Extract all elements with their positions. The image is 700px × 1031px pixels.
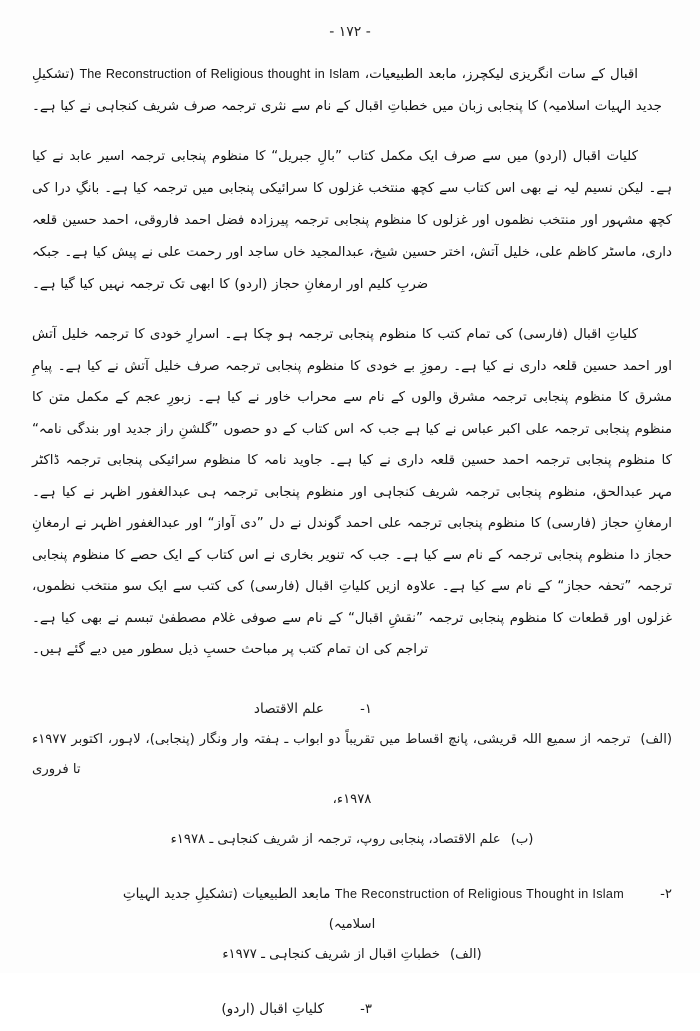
list-item — [32, 694, 672, 855]
paragraph-1 — [32, 58, 672, 123]
spacer — [32, 815, 672, 825]
list-item-1-title: علم الاقتصاد — [253, 700, 324, 717]
list-item-2-heading — [32, 879, 672, 910]
subitem-text: ترجمہ از سمیع اللہ قریشی، پانچ اقساط میں تقریباً دو ابواب ـ ہفتہ وار ونگار (پنجابی)، لاہور، اکتوبر ۱۹۷۷ء تا فروری — [32, 731, 631, 777]
list-item-2-urdu-title: مابعد الطبیعیات (تشکیلِ جدید الہیاتِ — [122, 885, 331, 902]
list-item-2-title — [123, 879, 642, 909]
list-item-1-subitem-a — [32, 725, 672, 785]
list-item-2-english-title: The Reconstruction of Religious Thought in Islam — [334, 886, 624, 901]
paragraph-3: کلیاتِ اقبال (فارسی) کی تمام کتب کا منظوم پنجابی ترجمہ ہو چکا ہے۔ اسرارِ خودی کا ترجمہ خلیل آتش اور احمد حسین قلعہ داری نے کیا ہے۔ رموزِ بے خودی کا منظوم پنجابی ترجمہ صرف خلیل آتش نے کیا ہے۔ پیامِ مشرق کا منظوم پنجابی ترجمہ مشرق والوں کے نام سے محراب خاور نے کیا ہے۔ زبورِ عجم کے مکمل متن کا منظوم پنجابی ترجمہ علی اکبر عباس نے کیا ہے جب کہ اس کتاب کے دو حصوں ”گلشنِ راز جدید اور بندگی نامہ“ کا منظوم پنجابی ترجمہ احمد حسین قلعہ داری نے کیا ہے۔ جاوید نامہ کا منظوم سرائیکی پنجابی ترجمہ ڈاکٹر مہر عبدالحق، منظوم پنجابی ترجمہ شریف کنجاہی اور منظوم پنجابی ترجمہ ہی عبدالغفور اظہر نے کیا ہے۔ ارمغانِ حجاز (فارسی) کا منظوم پنجابی ترجمہ علی احمد گوندل نے دل ”دی آواز“ اور عبدالغفور اظہر نے ارمغانِ حجاز دا منظوم پنجابی ترجمہ کے نام سے کیا ہے۔ جب کہ تنویر بخاری نے اس کتاب کے ایک حصے کا منظوم پنجابی ترجمہ ”تحفہ حجاز“ کے نام سے کیا ہے۔ علاوہ ازیں کلیاتِ اقبال (فارسی) کی کتب سے ایک سو منتخب نظموں، غزلوں اور قطعات کا منظوم پنجابی ترجمہ ”نقشِ اقبال“ کے نام سے صوفی غلام مصطفیٰ تبسم نے بھی کیا ہے۔ تراجم کی ان تمام کتب پر مباحث حسبِ ذیل سطور میں دیے گئے ہیں۔ — [32, 327, 672, 657]
list-item — [32, 994, 672, 1025]
paragraph-2: کلیات اقبال (اردو) میں سے صرف ایک مکمل کتاب ”بالِ جبریل“ کا منظوم پنجابی ترجمہ اسیر عابد نے کیا ہے۔ لیکن نسیم لیہ نے بھی اس کتاب سے کچھ منتخب غزلوں کا سرائیکی پنجابی میں ترجمہ کیا ہے۔ بانگِ درا کی کچھ مشہور اور منتخب نظموں اور غزلوں کا منظوم پنجابی ترجمہ پیرزادہ فضل احمد فاروقی، احمد حسین قلعہ داری، ماسٹر کاظم علی، خلیل آتش، اختر حسین شیخ، عبدالمجید خاں ساجد اور رحمت علی نے پیش کیا ہے۔ جبکہ ضربِ کلیم اور ارمغانِ حجاز (اردو) کا ابھی تک ترجمہ نہیں کیا گیا ہے۔ — [32, 149, 672, 292]
list-item-1-subitem-b — [32, 825, 672, 855]
spacer — [32, 976, 672, 994]
list-item-3-title: کلیاتِ اقبال (اردو) — [221, 1000, 324, 1017]
bibliography-list — [32, 694, 672, 1025]
paragraph-1-english-title: The Reconstruction of Religious thought in Islam — [79, 67, 360, 81]
list-item-1-number: ۱- — [360, 701, 372, 717]
list-item-2-title-continuation: اسلامیہ) — [328, 916, 376, 932]
paragraph-1-rest: (تشکیلِ جدید الہیات اسلامیہ) کا پنجابی زبان میں خطباتِ اقبال کے نام سے نثری ترجمہ صرف شریف کنجاہی نے کیا ہے۔ — [32, 67, 662, 114]
subitem-text: خطباتِ اقبال از شریف کنجاہی ـ ۱۹۷۷ء — [222, 946, 441, 962]
subitem-text: علم الاقتصاد، پنجابی روپ، ترجمہ از شریف کنجاہی ـ ۱۹۷۸ء — [170, 831, 501, 847]
list-item-3-heading — [32, 994, 672, 1025]
list-item-2-number: ۲- — [660, 886, 672, 902]
list-item-1-heading — [32, 694, 672, 725]
paragraph-1-lead: اقبال کے سات انگریزی لیکچرز، مابعد الطبیعیات، — [359, 67, 638, 82]
page-number: - ۱۷۲ - — [329, 24, 371, 40]
list-item-1-subitem-a-continuation: ۱۹۷۸ء، — [332, 791, 372, 807]
list-item-2-subitem-a — [32, 940, 672, 970]
list-item — [32, 879, 672, 970]
spacer — [32, 684, 672, 694]
subitem-label: (ب) — [510, 831, 534, 847]
subitem-label: (الف) — [450, 946, 482, 962]
list-item-3-number: ۳- — [360, 1001, 372, 1017]
spacer — [32, 861, 672, 879]
subitem-label: (الف) — [640, 731, 672, 747]
page-content — [32, 58, 672, 1031]
